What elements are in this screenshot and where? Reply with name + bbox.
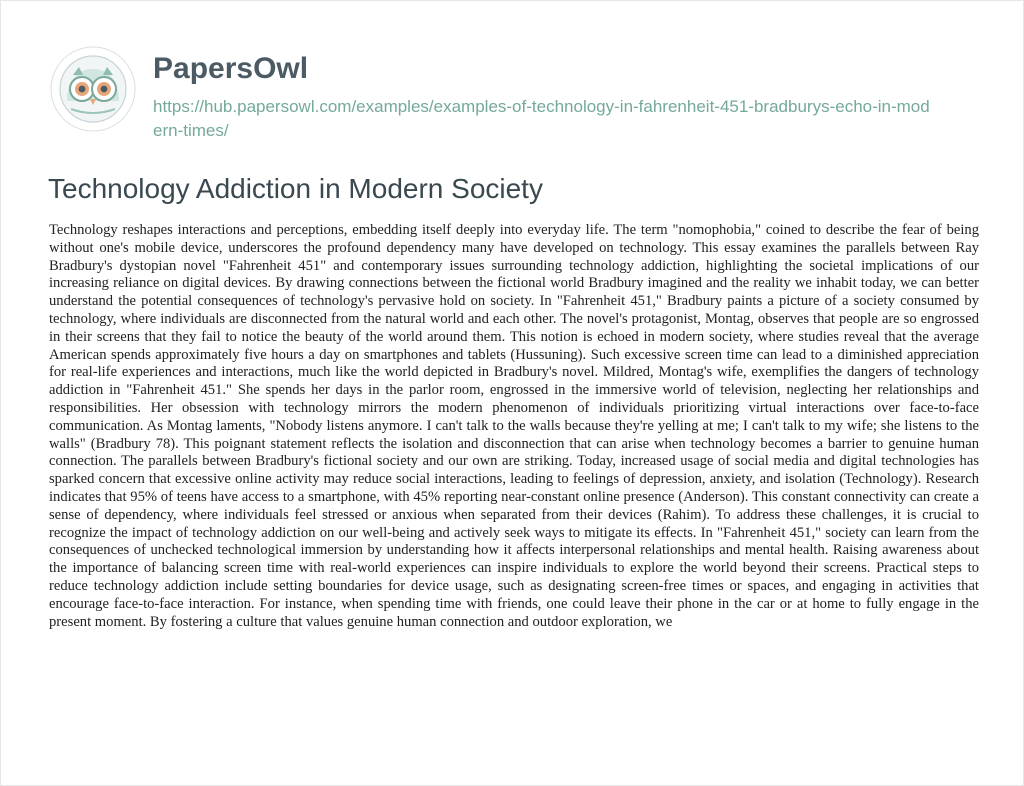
brand-name: PapersOwl: [153, 52, 309, 85]
brand-block: [153, 45, 933, 143]
header: [49, 45, 933, 145]
owl-logo-icon: [49, 45, 137, 133]
document-title: Technology Addiction in Modern Society: [48, 173, 543, 204]
document-body: Technology reshapes interactions and perceptions, embedding itself deeply into everyday life. The term "nomophobia," coined to describe the fear of being without one's mobile device, underscores the profound dependency many have developed on technology. This essay examines the parallels between Ray Bradbury's dystopian novel "Fahrenheit 451" and contemporary issues surrounding technology addiction, highlighting the societal implications of our increasing reliance on digital devices. By drawing connections between the fictional world Bradbury imagined and the reality we inhabit today, we can better understand the potential consequences of technology's pervasive hold on society. In "Fahrenheit 451," Bradbury paints a picture of a society consumed by technology, where individuals are disconnected from the natural world and each other. The novel's protagonist, Montag, observes that people are so engrossed in their screens that they fail to notice the beauty of the world around them. This notion is echoed in modern society, where studies reveal that the average American spends approximately five hours a day on smartphones and tablets (Hussuning). Such excessive screen time can lead to a diminished appreciation for real-life experiences and interactions, much like the world depicted in Bradbury's novel. Mildred, Montag's wife, exemplifies the dangers of technology addiction in "Fahrenheit 451." She spends her days in the parlor room, engrossed in the immersive world of television, neglecting her relationships and responsibilities. Her obsession with technology mirrors the modern phenomenon of individuals prioritizing virtual interactions over face-to-face communication. As Montag laments, "Nobody listens anymore. I can't talk to the walls because they're yelling at me; I can't talk to my wife; she listens to the walls" (Bradbury 78). This poignant statement reflects the isolation and disconnection that can arise when technology becomes a barrier to genuine human connection. The parallels between Bradbury's fictional society and our own are striking. Today, increased usage of social media and digital technologies has sparked concern that excessive online activity may reduce social interactions, leading to feelings of depression, anxiety, and isolation (Technology). Research indicates that 95% of teens have access to a smartphone, with 45% reporting near-constant online presence (Anderson). This constant connectivity can create a sense of dependency, where individuals feel stressed or anxious when separated from their devices (Rahim). To address these challenges, it is crucial to recognize the impact of technology addiction on our well-being and actively seek ways to mitigate its effects. In "Fahrenheit 451," society can learn from the consequences of unchecked technological immersion by understanding how it affects interpersonal relationships and mental health. Raising awareness about the importance of balancing screen time with real-world experiences can inspire individuals to explore the world beyond their screens. Practical steps to reduce technology addiction include setting boundaries for device usage, such as designating screen-free times or spaces, and engaging in activities that encourage face-to-face interaction. For instance, when spending time with friends, one could leave their phone in the car or at home to fully engage in the present moment. By fostering a culture that values genuine human connection and outdoor exploration, we: [49, 222, 979, 630]
source-url-link[interactable]: https://hub.papersowl.com/examples/examples-of-technology-in-fahrenheit-451-bradburys-echo-in-modern-times/: [153, 97, 930, 140]
